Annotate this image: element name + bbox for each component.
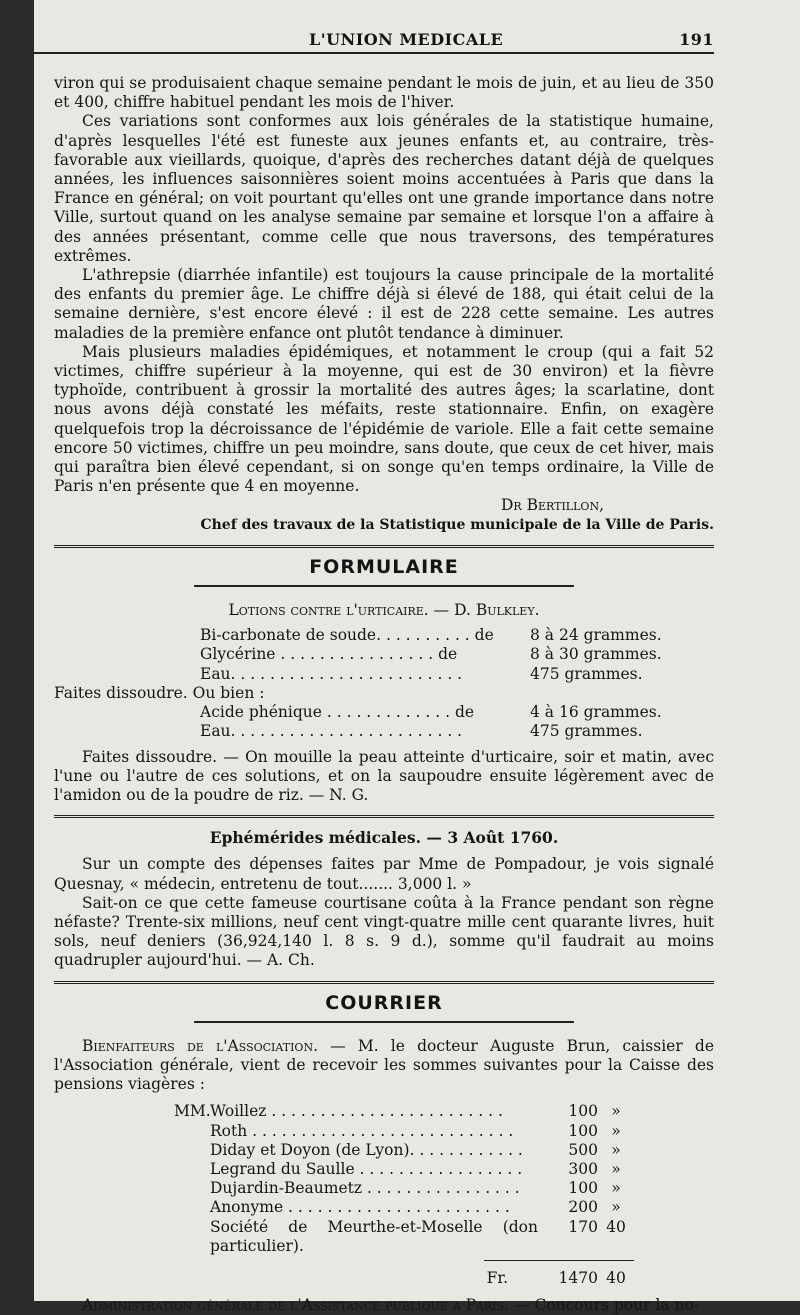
paragraph: Sur un compte des dépenses faites par Mme de Pompadour, je vois signalé Quesnay, « médecin, entretenu de tout....... 3,000 l. »: [54, 855, 714, 893]
quantity: 475 grammes.: [530, 722, 643, 741]
cents: »: [611, 1140, 621, 1159]
quantity: 8 à 24 grammes.: [530, 626, 662, 645]
recipe-row: [200, 626, 680, 645]
signature: Dr Bertillon,: [500, 496, 604, 515]
text-column: [54, 74, 714, 1315]
cents: »: [611, 1179, 621, 1198]
footer-text: — Concours pour la no-: [514, 1296, 700, 1315]
ephemerides-title: Ephémérides médicales. — 3 Août 1760.: [209, 828, 559, 848]
ingredient: Glycérine . . . . . . . . . . . . . . . . de: [200, 645, 458, 664]
prefix: MM.: [174, 1102, 211, 1121]
instructions: Faites dissoudre. — On mouille la peau atteinte d'urticaire, soir et matin, avec l'une ou l'autre de ces solutions, et on la saupoudre ensuite légèrement avec de l'amidon ou de la poudre de riz. — N. G.: [54, 747, 714, 804]
quantity: 8 à 30 grammes.: [530, 645, 662, 664]
cents: »: [611, 1198, 621, 1217]
header-rule: [34, 52, 714, 54]
paragraph: L'athrepsie (diarrhée infantile) est toujours la cause principale de la mortalité des enfants du premier âge. Le chiffre déjà si élevé de 188, qui était celui de la semaine dernière, s'est encore élevé : il est de 228 cette semaine. Les autres maladies de la première enfance ont plutôt tendance à diminuer.: [54, 266, 714, 342]
paragraph: viron qui se produisaient chaque semaine pendant le mois de juin, et au lieu de 350 et 400, chiffre habituel pendant les mois de l'hiver.: [54, 74, 714, 112]
list-item: [174, 1102, 634, 1121]
ingredient: Acide phénique . . . . . . . . . . . . . de: [200, 703, 475, 722]
total-row: [174, 1269, 634, 1288]
donor-name: Legrand du Saulle . . . . . . . . . . . . . . . . .: [210, 1159, 523, 1178]
intro-text: — M. le docteur Auguste Brun, caissier de l'Association générale, vient de recevoir les sommes suivantes pour la Caisse des pensions viagères :: [54, 1036, 714, 1094]
section-divider: [54, 981, 714, 986]
total-label: Fr.: [486, 1268, 508, 1287]
formulaire-subtitle: Lotions contre l'urticaire. — D. Bulkley.: [228, 601, 540, 620]
prefix: [174, 1141, 210, 1160]
amount: 170: [568, 1217, 598, 1236]
title-underline: [194, 1021, 574, 1023]
amount: 200: [568, 1198, 598, 1217]
donor-name: Woillez . . . . . . . . . . . . . . . . . . . . . . . .: [210, 1102, 503, 1121]
title-underline: [194, 585, 574, 587]
cents: 40: [606, 1217, 626, 1236]
cents: »: [611, 1121, 621, 1140]
prefix: [174, 1198, 210, 1217]
signature-title: Chef des travaux de la Statistique municipale de la Ville de Paris.: [200, 516, 714, 533]
journal-title: L'UNION MEDICALE: [309, 30, 504, 49]
donor-name: Société de Meurthe-et-Moselle (don particulier).: [210, 1217, 538, 1255]
total-amount: 1470: [558, 1268, 598, 1287]
recipe-row: [200, 645, 680, 664]
cents: »: [611, 1159, 621, 1178]
total-cents: 40: [606, 1268, 626, 1287]
prefix: [174, 1160, 210, 1179]
donor-name: Anonyme . . . . . . . . . . . . . . . . . . . . . . .: [210, 1198, 510, 1217]
list-item: [174, 1179, 634, 1198]
footer-head: Administration générale de l'Assistance publique a Paris.: [82, 1296, 510, 1315]
section-divider: [54, 815, 714, 820]
list-item: [174, 1141, 634, 1160]
donor-name: Diday et Doyon (de Lyon). . . . . . . . . . . .: [210, 1140, 523, 1159]
courrier-title: COURRIER: [325, 991, 443, 1014]
donor-name: Roth . . . . . . . . . . . . . . . . . . . . . . . . . . .: [210, 1121, 514, 1140]
paragraph: Ces variations sont conformes aux lois générales de la statistique humaine, d'après lesquelles l'été est funeste aux jeunes enfants et, au contraire, très-favorable aux vieillards, quoique, d'après des recherches datant déjà de quelques années, les influences saisonnières soient moins accentuées à Paris que dans la France en général; on voit pourtant qu'elles ont une grande importance dans notre Ville, surtout quand on les analyse semaine par semaine et lorsque l'on a affaire à des années présentant, comme celle que nous traversons, des températures extrêmes.: [54, 112, 714, 265]
ingredient: Eau. . . . . . . . . . . . . . . . . . . . . . . .: [200, 664, 463, 683]
recipe-row: [200, 665, 680, 684]
intro-head: Bienfaiteurs de l'Association.: [82, 1036, 318, 1055]
footer-paragraph: [54, 1296, 714, 1315]
list-item: [174, 1122, 634, 1141]
paragraph: Sait-on ce que cette fameuse courtisane coûta à la France pendant son règne néfaste? Trente-six millions, neuf cent vingt-quatre mille cent quarante livres, huit sols, neuf deniers (36,924,140 l. 8 s. 9 d.), somme qu'il faudrait au moins quadrupler aujourd'hui. — A. Ch.: [54, 893, 714, 970]
section-divider: [54, 545, 714, 550]
prefix: [174, 1179, 210, 1198]
quantity: 4 à 16 grammes.: [530, 703, 662, 722]
cents: »: [611, 1102, 621, 1121]
ingredient: Eau. . . . . . . . . . . . . . . . . . . . . . . .: [200, 722, 463, 741]
recipe-row: [200, 722, 680, 741]
list-item: [174, 1218, 634, 1256]
amount: 100: [568, 1121, 598, 1140]
ingredient: Bi-carbonate de soude. . . . . . . . . . de: [200, 626, 494, 645]
paragraph: Mais plusieurs maladies épidémiques, et notamment le croup (qui a fait 52 victimes, chiffre supérieur à la moyenne, qui est de 30 environ) et la fièvre typhoïde, contribuent à grossir la mortalité des autres âges; la scarlatine, dont nous avons déjà constaté les méfaits, reste stationnaire. Enfin, on exagère quelquefois trop la décroissance de l'épidémie de variole. Elle a fait cette semaine encore 50 victimes, chiffre un peu moindre, sans doute, que ceux de cet hiver, mais qui paraîtra bien élevé cependant, si on songe qu'en temps ordinaire, la Ville de Paris n'en présente que 4 en moyenne.: [54, 342, 714, 496]
recipe-row: [200, 703, 680, 722]
amount: 100: [568, 1102, 598, 1121]
quantity: 475 grammes.: [530, 664, 643, 683]
recipe-list: [200, 626, 714, 684]
alternative-label: Faites dissoudre. Ou bien :: [54, 683, 265, 702]
prefix: [174, 1218, 210, 1256]
page-number: 191: [679, 30, 714, 49]
amount: 500: [568, 1140, 598, 1159]
list-item: [174, 1198, 634, 1217]
recipe-list: [200, 703, 714, 741]
donor-list: [174, 1102, 634, 1256]
amount: 100: [568, 1179, 598, 1198]
list-item: [174, 1160, 634, 1179]
donor-name: Dujardin-Beaumetz . . . . . . . . . . . . . . . .: [210, 1179, 520, 1198]
formulaire-title: FORMULAIRE: [309, 555, 459, 578]
total-rule: [484, 1260, 634, 1261]
prefix: [174, 1122, 210, 1141]
amount: 300: [568, 1159, 598, 1178]
courrier-intro: [54, 1037, 714, 1095]
